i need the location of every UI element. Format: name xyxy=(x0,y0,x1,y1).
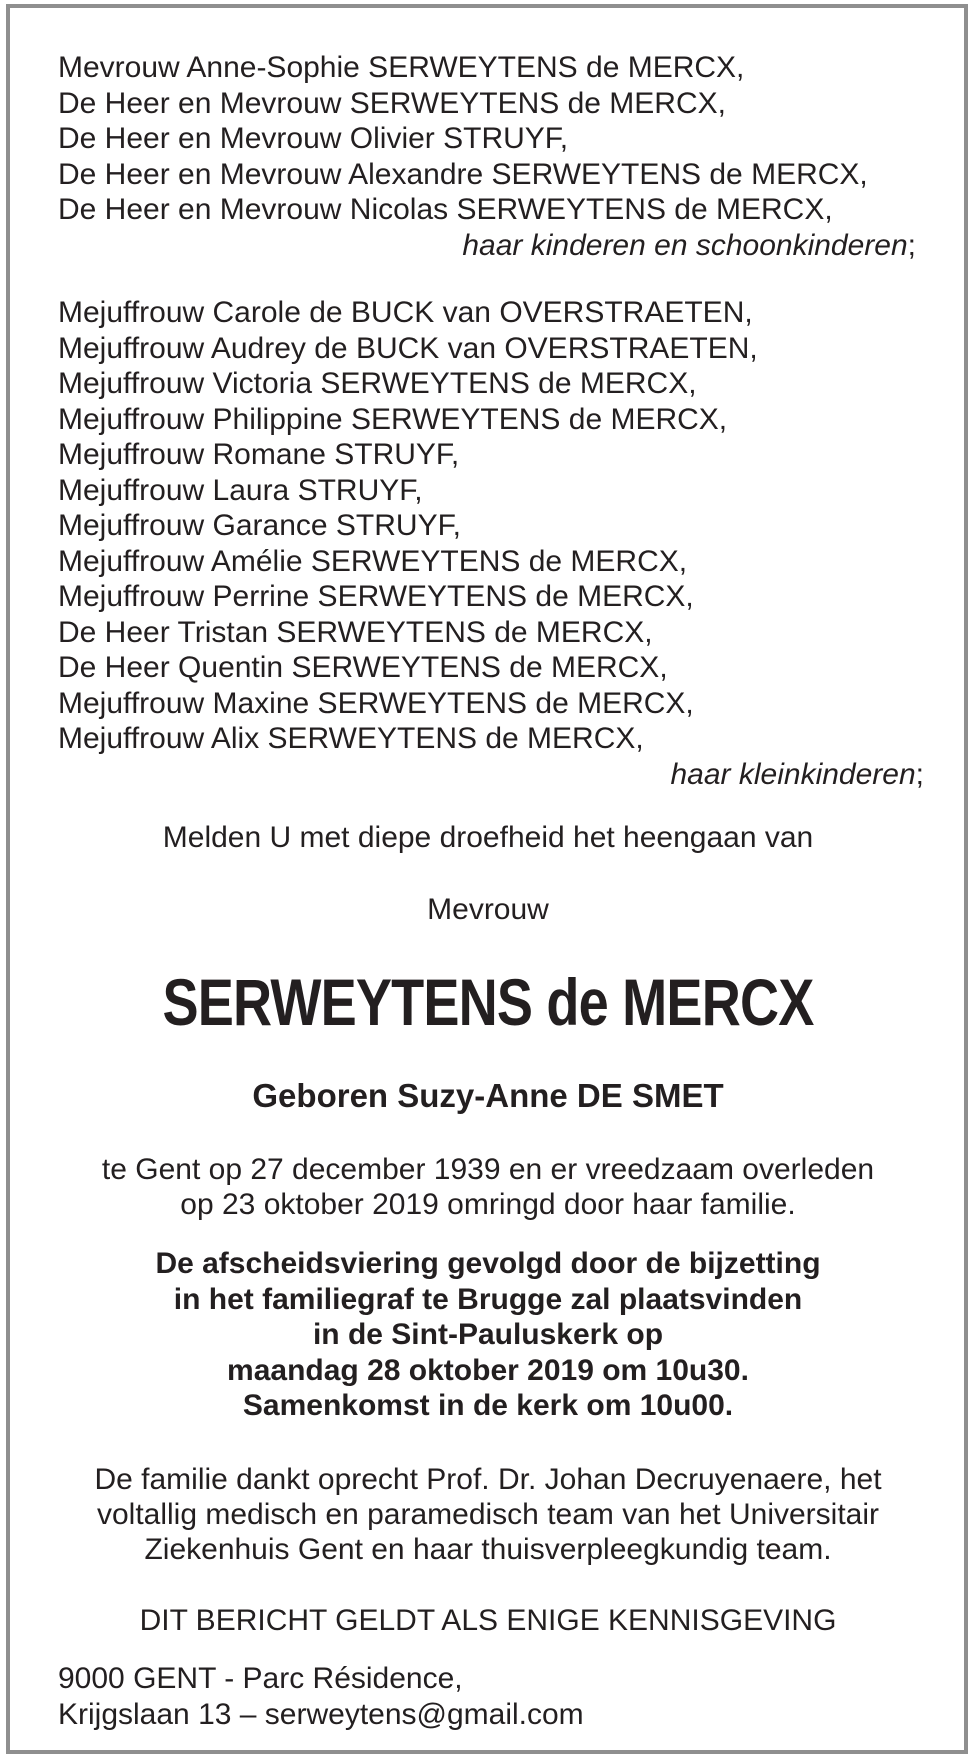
children-role-punct: ; xyxy=(907,228,916,262)
grandchild-line: Mejuffrouw Laura STRUYF, xyxy=(58,473,423,507)
grandchild-line: Mejuffrouw Perrine SERWEYTENS de MERCX, xyxy=(58,580,694,613)
address-block xyxy=(58,1661,918,1733)
grandchild-line: De Heer Tristan SERWEYTENS de MERCX, xyxy=(58,615,653,649)
thanks-block xyxy=(58,1462,918,1567)
ceremony-line: in het familiegraf te Brugge zal plaatsvinden xyxy=(173,1282,803,1316)
notice-statement: DIT BERICHT GELDT ALS ENIGE KENNISGEVING xyxy=(139,1603,837,1637)
grandchild-line: Mejuffrouw Maxine SERWEYTENS de MERCX, xyxy=(58,686,694,720)
dates-line: te Gent op 27 december 1939 en er vreedzaam overleden xyxy=(101,1153,875,1186)
children-list xyxy=(58,50,918,263)
grandchild-line: De Heer Quentin SERWEYTENS de MERCX, xyxy=(58,651,668,684)
address-line: 9000 GENT - Parc Résidence, xyxy=(58,1661,463,1695)
children-line: De Heer en Mevrouw Nicolas SERWEYTENS de MERCX, xyxy=(58,193,833,226)
children-role xyxy=(58,228,916,264)
ceremony-line: Samenkomst in de kerk om 10u00. xyxy=(242,1389,734,1422)
ceremony-line: in de Sint-Pauluskerk op xyxy=(312,1318,664,1351)
children-line: De Heer en Mevrouw SERWEYTENS de MERCX, xyxy=(58,86,726,120)
grandchildren-role-text: haar kleinkinderen xyxy=(670,757,916,791)
deceased-surname: SERWEYTENS de MERCX xyxy=(162,965,814,1039)
thanks-line: voltallig medisch en paramedisch team van het Universitair xyxy=(96,1497,880,1531)
title-prefix: Mevrouw xyxy=(427,893,549,926)
grandchild-line: Mejuffrouw Carole de BUCK van OVERSTRAETEN, xyxy=(58,296,753,329)
birth-name: Geboren Suzy-Anne DE SMET xyxy=(252,1077,724,1114)
grandchild-line: Mejuffrouw Victoria SERWEYTENS de MERCX, xyxy=(58,367,697,400)
dates-block xyxy=(58,1152,918,1222)
grandchildren-list xyxy=(58,295,924,792)
obituary-content xyxy=(58,50,924,1733)
grandchildren-role-punct: ; xyxy=(915,757,924,791)
children-line: De Heer en Mevrouw Olivier STRUYF, xyxy=(58,122,569,155)
address-line: Krijgslaan 13 – serweytens@gmail.com xyxy=(58,1697,584,1731)
children-line: Mevrouw Anne-Sophie SERWEYTENS de MERCX, xyxy=(58,51,745,84)
dates-line: op 23 oktober 2019 omringd door haar familie. xyxy=(180,1188,796,1221)
ceremony-block xyxy=(58,1246,918,1424)
grandchild-line: Mejuffrouw Romane STRUYF, xyxy=(58,438,460,471)
thanks-line: Ziekenhuis Gent en haar thuisverpleegkundig team. xyxy=(144,1532,832,1566)
announcement: Melden U met diepe droefheid het heengaan van xyxy=(162,821,814,854)
grandchild-line: Mejuffrouw Amélie SERWEYTENS de MERCX, xyxy=(58,544,688,578)
children-line: De Heer en Mevrouw Alexandre SERWEYTENS de MERCX, xyxy=(58,157,868,191)
grandchild-line: Mejuffrouw Garance STRUYF, xyxy=(58,509,461,542)
ceremony-line: De afscheidsviering gevolgd door de bijzetting xyxy=(155,1247,821,1280)
ceremony-line: maandag 28 oktober 2019 om 10u30. xyxy=(227,1353,749,1387)
grandchild-line: Mejuffrouw Philippine SERWEYTENS de MERCX, xyxy=(58,402,728,436)
thanks-line: De familie dankt oprecht Prof. Dr. Johan Decruyenaere, het xyxy=(94,1462,882,1496)
grandchildren-role xyxy=(58,757,924,793)
children-role-text: haar kinderen en schoonkinderen xyxy=(462,228,908,262)
grandchild-line: Mejuffrouw Audrey de BUCK van OVERSTRAETEN, xyxy=(58,331,758,365)
grandchild-line: Mejuffrouw Alix SERWEYTENS de MERCX, xyxy=(58,722,644,755)
